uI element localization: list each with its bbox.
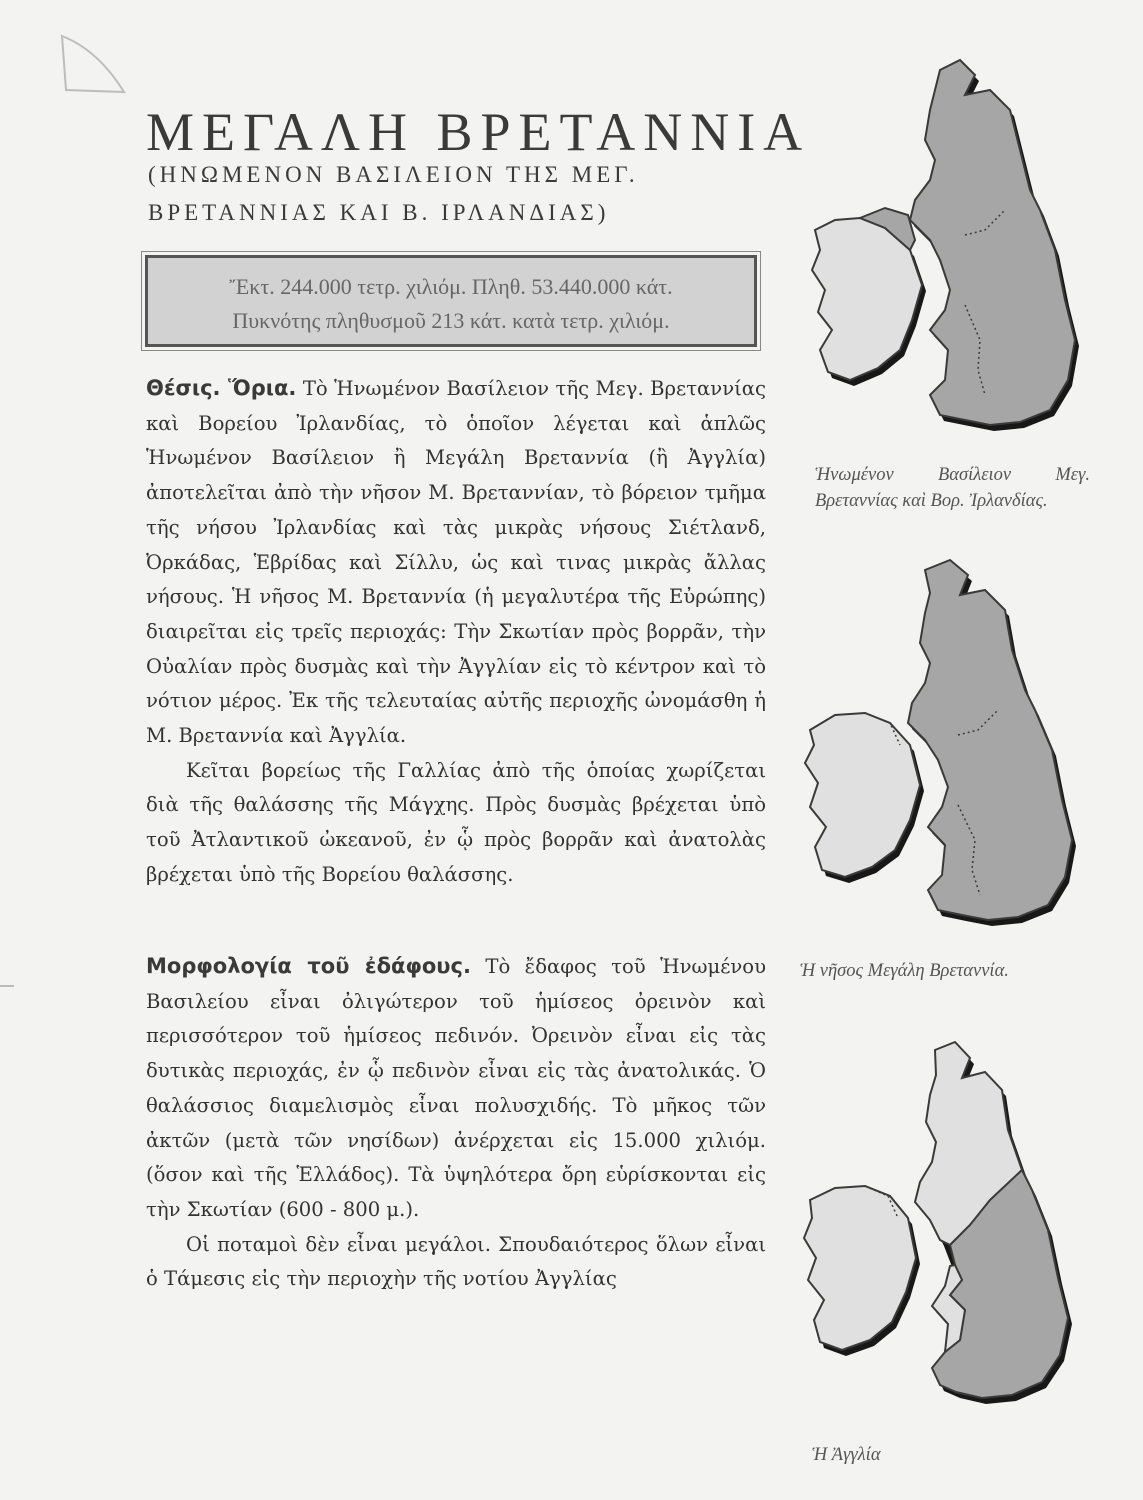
stats-area-population: Ἔκτ. 244.000 τετρ. χιλιόμ. Πληθ. 53.440.000 κάτ. (229, 274, 673, 299)
map-great-britain-island (790, 555, 1090, 940)
margin-mark (0, 985, 14, 987)
section-position-borders (146, 371, 766, 893)
subtitle-line-1: (ΗΝΩΜΕΝΟΝ ΒΑΣΙΛΕΙΟΝ ΤΗΣ ΜΕΓ. (148, 162, 639, 187)
paragraph-text: Κεῖται βορείως τῆς Γαλλίας ἀπὸ τῆς ὁποίας χωρίζεται διὰ τῆς θαλάσσης τῆς Μάγχης. Πρὸς δυσμὰς βρέχεται ὑπὸ τοῦ Ἀτλαντικοῦ ὠκεανοῦ, ἐν ᾧ πρὸς βορρᾶν καὶ ἀνατολὰς βρέχεται ὑπὸ τῆς Βορείου θαλάσσης. (146, 758, 766, 886)
section-heading-position: Θέσις. Ὅρια. (146, 376, 297, 400)
map-united-kingdom (790, 50, 1090, 460)
section-heading-morphology: Μορφολογία τοῦ ἐδάφους. (146, 954, 471, 978)
corner-mark-icon (58, 30, 138, 110)
map-caption-united-kingdom: Ἡνωμένον Βασίλειον Μεγ. Βρεταννίας καὶ Βορ. Ἰρλανδίας. (815, 465, 1090, 511)
paragraph-text: Τὸ Ἡνωμένον Βασίλειον τῆς Μεγ. Βρεταννίας καὶ Βορείου Ἰρλανδίας, τὸ ὁποῖον λέγεται καὶ ἁπλῶς Ἡνωμένον Βασίλειον ἢ Μεγάλη Βρεταννία (ἢ Ἀγγλία) ἀποτελεῖται ἀπὸ τὴν νῆσον Μ. Βρεταννίαν, τὸ βόρειον τμῆμα τῆς νήσου Ἰρλανδίας καὶ τὰς μικρὰς νήσους Σιέτλανδ, Ὀρκάδας, Ἑβρίδας καὶ Σίλλυ, ὡς καὶ τινας μικρὰς ἄλλας νήσους. Ἡ νῆσος Μ. Βρεταννία (ἡ μεγαλυτέρα τῆς Εὐρώπης) διαιρεῖται εἰς τρεῖς περιοχάς: Τὴν Σκωτίαν πρὸς βορρᾶν, τὴν Οὐαλίαν πρὸς δυσμὰς καὶ τὴν Ἀγγλίαν εἰς τὸ κέντρον καὶ τὸ νότιον μέρος. Ἐκ τῆς τελευταίας αὐτῆς περιοχῆς ὠνομάσθη ἡ Μ. Βρεταννία καὶ Ἀγγλία. (146, 377, 766, 748)
map-caption-great-britain: Ἡ νῆσος Μεγάλη Βρεταννία. (800, 961, 1009, 981)
stats-density: Πυκνότης πληθυσμοῦ 213 κάτ. κατὰ τετρ. χιλιόμ. (232, 308, 670, 333)
map-caption-england: Ἡ Ἀγγλία (812, 1445, 881, 1465)
paragraph-text: Οἱ ποταμοὶ δὲν εἶναι μεγάλοι. Σπουδαιότερος ὅλων εἶναι ὁ Τάμεσις εἰς τὴν περιοχὴν τῆς νοτίου Ἀγγλίας (146, 1232, 766, 1291)
map-england (790, 1040, 1090, 1430)
subtitle-line-2: ΒΡΕΤΑΝΝΙΑΣ ΚΑΙ Β. ΙΡΛΑΝΔΙΑΣ) (148, 200, 610, 225)
page-title: ΜΕΓΑΛΗ ΒΡΕΤΑΝΝΙΑ (146, 102, 811, 162)
paragraph-text: Τὸ ἔδαφος τοῦ Ἡνωμένου Βασιλείου εἶναι ὀλιγώτερον τοῦ ἡμίσεος ὀρεινὸν καὶ περισσότερον τοῦ ἡμίσεος πεδινόν. Ὀρεινὸν εἶναι εἰς τὰς δυτικὰς περιοχάς, ἐν ᾧ πεδινὸν εἶναι εἰς τὰς ἀνατολικάς. Ὁ θαλάσσιος διαμελισμὸς εἶναι πολυσχιδής. Τὸ μῆκος τῶν ἀκτῶν (μετὰ τῶν νησίδων) ἀνέρχεται εἰς 15.000 χιλιόμ. (ὅσον καὶ τῆς Ἑλλάδος). Τὰ ὑψηλότερα ὄρη εὑρίσκονται εἰς τὴν Σκωτίαν (600 - 800 μ.). (146, 955, 766, 1221)
stats-box (145, 255, 757, 347)
section-morphology (146, 949, 766, 1297)
